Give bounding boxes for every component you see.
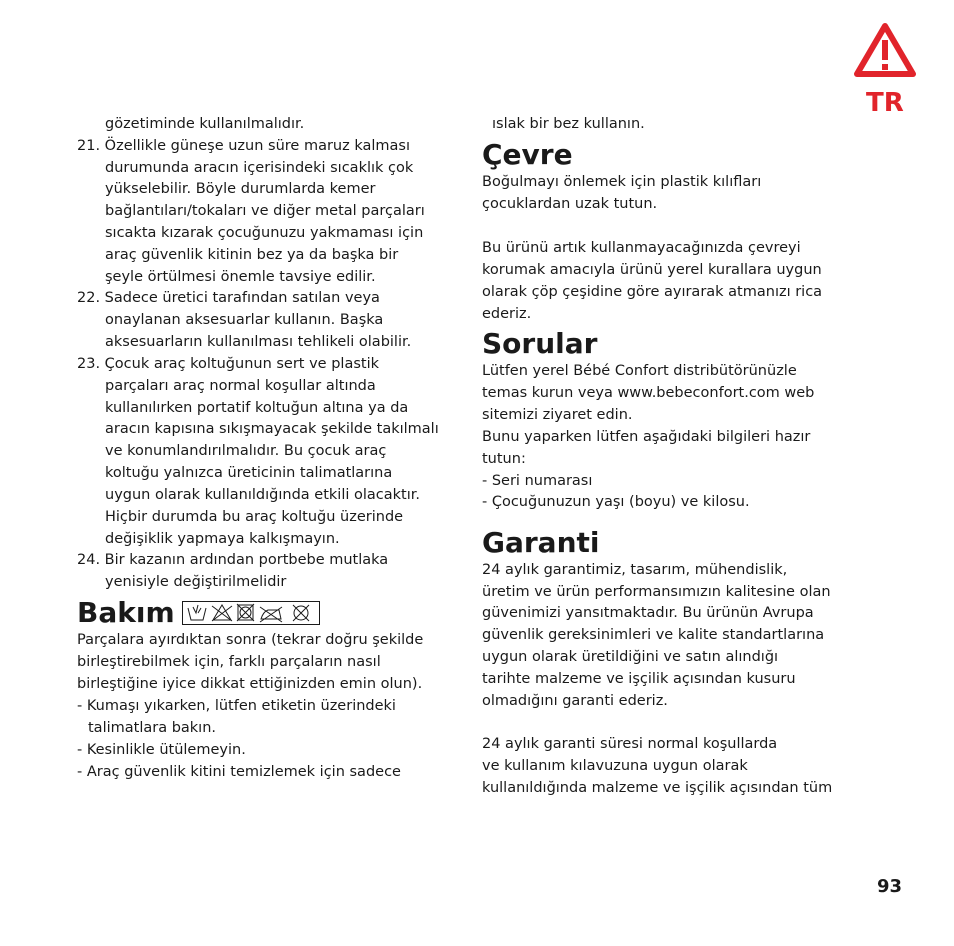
hand-wash-icon	[188, 605, 206, 620]
no-bleach-icon	[212, 605, 232, 621]
text-line: kullanıldığında malzeme ve işçilik açısından tüm	[482, 780, 833, 796]
list-item: - Kesinlikle ütülemeyin.	[77, 742, 246, 758]
text-line: birleştirebilmek için, farklı parçaların nasıl	[77, 654, 381, 670]
sorular-heading: Sorular	[482, 327, 598, 360]
text-line: koltuğu yalnızca üreticinin talimatlarına	[105, 465, 393, 481]
text-line: aracın kapısına sıkışmayacak şekilde takılmalı	[105, 421, 439, 437]
care-symbols	[182, 601, 320, 625]
text-line: ederiz.	[482, 306, 532, 322]
text-line: olarak çöp çeşidine göre ayırarak atmanızı rica	[482, 284, 823, 300]
language-badge: TR	[866, 88, 904, 118]
text-line: Bunu yaparken lütfen aşağıdaki bilgileri hazır	[482, 429, 811, 445]
text-line: talimatlara bakın.	[88, 720, 217, 736]
text-line: temas kurun veya www.bebeconfort.com web	[482, 385, 815, 401]
text-line: sitemizi ziyaret edin.	[482, 407, 633, 423]
cevre-heading: Çevre	[482, 138, 573, 171]
list-item: - Çocuğunuzun yaşı (boyu) ve kilosu.	[482, 494, 750, 510]
text-line: üretim ve ürün performansımızın kalitesine olan	[482, 584, 831, 600]
text-line: Boğulmayı önlemek için plastik kılıfları	[482, 174, 762, 190]
text-line: ve kullanım kılavuzuna uygun olarak	[482, 758, 748, 774]
list-item-24: 24. Bir kazanın ardından portbebe mutlaka	[77, 552, 389, 568]
list-item: - Araç güvenlik kitini temizlemek için sadece	[77, 764, 401, 780]
text-line: parçaları araç normal koşullar altında	[105, 378, 376, 394]
text-line: korumak amacıyla ürünü yerel kurallara uygun	[482, 262, 822, 278]
text-line: şeyle örtülmesi önemle tavsiye edilir.	[105, 269, 376, 285]
text-line: onaylanan aksesuarlar kullanın. Başka	[105, 312, 384, 328]
text-line: 24 aylık garantimiz, tasarım, mühendislik,	[482, 562, 788, 578]
list-item: - Seri numarası	[482, 473, 593, 489]
text-line: Bu ürünü artık kullanmayacağınızda çevreyi	[482, 240, 801, 256]
page-number: 93	[877, 876, 903, 897]
text-line: kullanılırken portatif koltuğun altına ya da	[105, 400, 409, 416]
text-line: uygun olarak kullanıldığında etkili olacaktır.	[105, 487, 420, 503]
text-line: yükselebilir. Böyle durumlarda kemer	[105, 181, 376, 197]
text-line: gözetiminde kullanılmalıdır.	[105, 116, 305, 132]
list-item-22: 22. Sadece üretici tarafından satılan veya	[77, 290, 380, 306]
list-item-21: 21. Özellikle güneşe uzun süre maruz kalması	[77, 138, 410, 154]
text-line: araç güvenlik kitinin bez ya da başka bir	[105, 247, 399, 263]
text-line: uygun olarak üretildiğini ve satın alındığı	[482, 649, 779, 665]
text-line: 24 aylık garanti süresi normal koşullarda	[482, 736, 778, 752]
text-line: güvenimizi yansıtmaktadır. Bu ürünün Avrupa	[482, 605, 814, 621]
text-line: yenisiyle değiştirilmelidir	[105, 574, 287, 590]
text-line: Hiçbir durumda bu araç koltuğu üzerinde	[105, 509, 404, 525]
text-line: Lütfen yerel Bébé Confort distribütörünüzle	[482, 363, 797, 379]
text-line: bağlantıları/tokaları ve diğer metal parçaları	[105, 203, 425, 219]
text-line: sıcakta kızarak çocuğunuzu yakmaması için	[105, 225, 424, 241]
text-line: ve konumlandırılmalıdır. Bu çocuk araç	[105, 443, 387, 459]
no-iron-icon	[260, 607, 282, 622]
text-line: tutun:	[482, 451, 526, 467]
warning-triangle-icon	[853, 22, 917, 80]
text-line: ıslak bir bez kullanın.	[492, 116, 645, 132]
text-line: tarihte malzeme ve işçilik açısından kusuru	[482, 671, 796, 687]
text-line: Parçalara ayırdıktan sonra (tekrar doğru şekilde	[77, 632, 424, 648]
garanti-heading: Garanti	[482, 526, 600, 559]
text-line: durumunda aracın içerisindeki sıcaklık çok	[105, 160, 414, 176]
text-line: olmadığını garanti ederiz.	[482, 693, 668, 709]
list-item-23: 23. Çocuk araç koltuğunun sert ve plastik	[77, 356, 380, 372]
no-dry-clean-icon	[293, 605, 309, 621]
list-item: - Kumaşı yıkarken, lütfen etiketin üzerindeki	[77, 698, 396, 714]
text-line: çocuklardan uzak tutun.	[482, 196, 658, 212]
text-line: birleştiğine iyice dikkat ettiğinizden emin olun).	[77, 676, 423, 692]
no-tumble-dry-icon	[237, 604, 254, 621]
text-line: güvenlik gereksinimleri ve kalite standartlarına	[482, 627, 825, 643]
text-line: değişiklik yapmaya kalkışmayın.	[105, 531, 340, 547]
bakim-heading: Bakım	[77, 596, 175, 629]
text-line: aksesuarların kullanılması tehlikeli olabilir.	[105, 334, 412, 350]
